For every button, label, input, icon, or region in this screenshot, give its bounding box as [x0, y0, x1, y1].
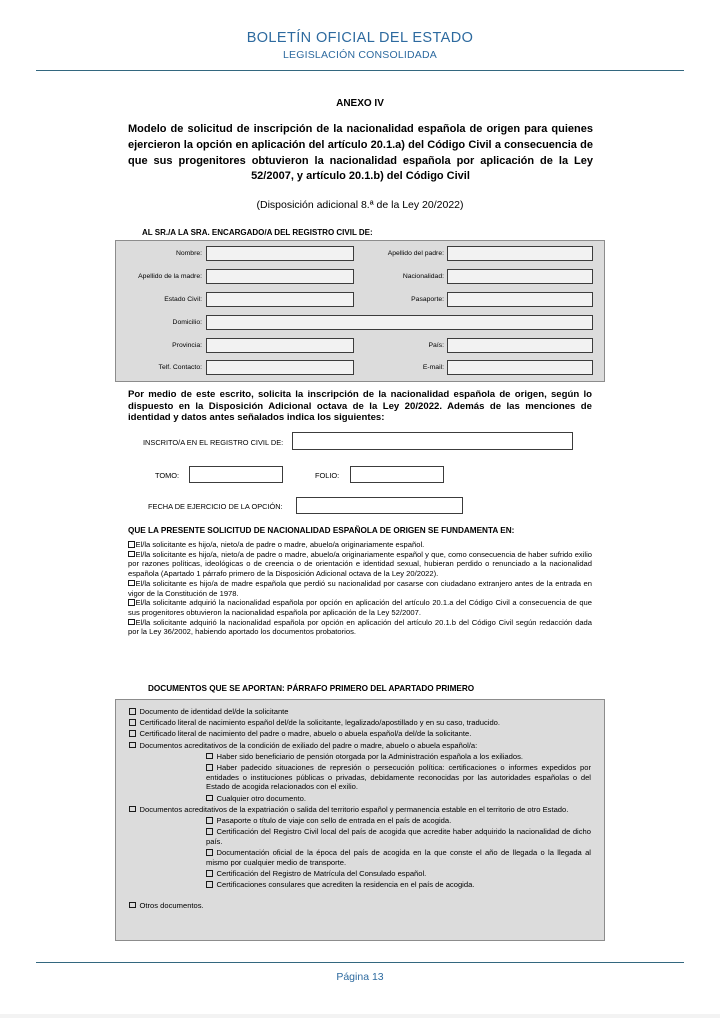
page-number: Página 13 [336, 971, 384, 983]
documento-item [206, 848, 591, 867]
documento-item [129, 707, 591, 717]
folio-input[interactable] [350, 466, 444, 483]
documentos-heading: DOCUMENTOS QUE SE APORTAN: PÁRRAFO PRIMERO DEL APARTADO PRIMERO [148, 684, 475, 693]
checkbox-icon[interactable] [206, 881, 213, 888]
documento-item [129, 805, 591, 815]
fundamento-item [128, 579, 592, 598]
boe-title: BOLETÍN OFICIAL DEL ESTADO [246, 30, 474, 46]
fundamento-item [128, 550, 592, 579]
checkbox-icon[interactable] [128, 551, 135, 558]
checkbox-icon[interactable] [128, 599, 135, 606]
fundamento-item [128, 540, 592, 550]
documento-item [206, 763, 591, 792]
checkbox-icon[interactable] [128, 619, 135, 626]
form-row [116, 338, 604, 355]
checkbox-icon[interactable] [129, 708, 136, 715]
documento-text: Cualquier otro documento. [216, 793, 306, 803]
pais-label: País: [428, 342, 444, 349]
folio-label: FOLIO: [315, 471, 340, 480]
fundamento-item [128, 618, 592, 637]
documento-item [206, 752, 591, 762]
documento-text: Haber sido beneficiario de pensión otorgada por la Administración española a los exiliados. [216, 751, 523, 761]
form-row [116, 246, 604, 263]
documento-item [129, 741, 591, 751]
domicilio-label: Domicilio: [172, 319, 202, 326]
fundamento-text: El/la solicitante es hijo/a, nieto/a de padre o madre, abuelo/a originariamente español y que, como consecuencia de haber sufrido exilio por razones políticas, ideológicas o de creencia o de orientación e identidad sexual, hubieran perdido o renunciado a la nacionalidad española (Apartado 1 párrafo primero de la Disposición Adicional octava de la Ley 20/2022). [128, 549, 592, 579]
email-label: E-mail: [422, 364, 444, 371]
checkbox-icon[interactable] [128, 541, 135, 548]
documento-item [129, 718, 591, 728]
form-row [116, 292, 604, 309]
disposicion-subtitle: (Disposición adicional 8.ª de la Ley 20/2022) [256, 199, 464, 211]
fundamento-text: El/la solicitante es hijo/a, nieto/a de padre o madre, abuelo/a originariamente español. [135, 540, 425, 549]
nacionalidad-label: Nacionalidad: [402, 273, 444, 280]
telefono-label: Telf. Contacto: [158, 364, 202, 371]
inscrito-label: INSCRITO/A EN EL REGISTRO CIVIL DE: [143, 438, 284, 447]
documento-item [206, 880, 591, 890]
documento-item [129, 901, 591, 911]
checkbox-icon[interactable] [206, 795, 213, 802]
fecha-opcion-input[interactable] [296, 497, 463, 514]
domicilio-input[interactable] [206, 315, 593, 330]
checkbox-icon[interactable] [129, 742, 136, 749]
form-row [116, 269, 604, 286]
apellido-madre-input[interactable] [206, 269, 354, 284]
documento-text: Documentos acreditativos de la expatriación o salida del territorio español y permanencia estable en el territorio de otro Estado. [139, 804, 569, 814]
checkbox-icon[interactable] [129, 806, 136, 813]
fundamento-text: El/la solicitante adquirió la nacionalidad española por opción en aplicación del artículo 20.1.b del Código Civil según redacción dada por la Ley 36/2002, habiendo aportado los documentos probatorios. [128, 617, 592, 637]
solicita-paragraph: Por medio de este escrito, solicita la inscripción de la nacionalidad española de origen, según lo dispuesto en la Disposición Adicional octava de la Ley 20/2022. Además de las menciones de identidad y datos antes señalados indica los siguientes: [128, 389, 592, 424]
registro-form-heading: AL SR./A LA SRA. ENCARGADO/A DEL REGISTRO CIVIL DE: [142, 228, 373, 237]
documento-item [206, 816, 591, 826]
documento-text: Certificación del Registro de Matrícula del Consulado español. [216, 869, 427, 879]
nacionalidad-input[interactable] [447, 269, 593, 284]
provincia-input[interactable] [206, 338, 354, 353]
documentos-box [115, 699, 605, 941]
window-bottom-edge [0, 1014, 720, 1018]
nombre-label: Nombre: [175, 250, 202, 257]
page-header [0, 30, 720, 61]
documento-item [206, 794, 591, 804]
checkbox-icon[interactable] [206, 828, 213, 835]
apellido-madre-label: Apellido de la madre: [138, 273, 202, 280]
apellido-padre-label: Apellido del padre: [387, 250, 444, 257]
estado-civil-label: Estado Civil: [164, 296, 202, 303]
documento-text: Haber padecido situaciones de represión o persecución política: certificaciones o informes expedidos por entidades o instituciones públicas o privadas, debidamente reconocidas por las autoridades españolas o del Estado de acogida relacionados con el exilio. [206, 763, 591, 792]
apellido-padre-input[interactable] [447, 246, 593, 261]
documento-text: Certificado literal de nacimiento español del/de la solicitante, legalizado/apostillado y en su caso, traducido. [139, 718, 500, 728]
form-row [116, 360, 604, 377]
inscrito-input[interactable] [292, 432, 573, 450]
pasaporte-label: Pasaporte: [411, 296, 444, 303]
boe-subtitle: LEGISLACIÓN CONSOLIDADA [283, 49, 437, 61]
documento-item [206, 827, 591, 846]
documento-text: Otros documentos. [139, 900, 204, 910]
checkbox-icon[interactable] [206, 764, 213, 771]
tomo-label: TOMO: [155, 471, 180, 480]
checkbox-icon[interactable] [129, 902, 136, 909]
anexo-title: Modelo de solicitud de inscripción de la nacionalidad española de origen para quienes ejercieron la opción en aplicación del artículo 20.1.a) del Código Civil a consecuencia de que sus progenitores obtuvieron la nacionalidad española por aplicación de la Ley 52/2007, y artículo 20.1.b) del Código Civil [128, 123, 593, 183]
checkbox-icon[interactable] [206, 870, 213, 877]
documento-text: Certificaciones consulares que acrediten la residencia en el país de acogida. [216, 880, 475, 890]
form-row [116, 315, 604, 332]
fecha-opcion-label: FECHA DE EJERCICIO DE LA OPCIÓN: [148, 502, 283, 511]
fundamento-item [128, 598, 592, 617]
header-rule [36, 70, 684, 71]
checkbox-icon[interactable] [206, 817, 213, 824]
checkbox-icon[interactable] [129, 719, 136, 726]
documento-text: Documentación oficial de la época del país de acogida en la que conste el año de llegada o la llegada al mismo por cualquier medio de transporte. [206, 848, 591, 867]
documento-text: Pasaporte o título de viaje con sello de entrada en el país de acogida. [216, 816, 452, 826]
checkbox-icon[interactable] [206, 753, 213, 760]
checkbox-icon[interactable] [129, 730, 136, 737]
fundamentos-list [128, 540, 592, 637]
documento-text: Certificación del Registro Civil local del país de acogida que acredite haber adquirido la nacionalidad de dicho país. [206, 827, 591, 846]
footer-rule [36, 962, 684, 963]
pasaporte-input[interactable] [447, 292, 593, 307]
fundamento-text: El/la solicitante es hijo/a de madre española que perdió su nacionalidad por casarse con ciudadano extranjero antes de la entrada en vigor de la Constitución de 1978. [128, 578, 592, 598]
pais-input[interactable] [447, 338, 593, 353]
documento-text: Documentos acreditativos de la condición de exiliado del padre o madre, abuelo o abuela español/a: [139, 740, 478, 750]
documento-item [129, 729, 591, 739]
estado-civil-input[interactable] [206, 292, 354, 307]
registro-form-box [115, 240, 605, 382]
documento-text: Certificado literal de nacimiento del padre o madre, abuelo o abuela español/a del/de la solicitante. [139, 729, 472, 739]
anexo-heading: ANEXO IV [336, 98, 384, 109]
documento-text: Documento de identidad del/de la solicitante [139, 707, 289, 716]
nombre-input[interactable] [206, 246, 354, 261]
checkbox-icon[interactable] [206, 849, 213, 856]
tomo-input[interactable] [189, 466, 283, 483]
email-input[interactable] [447, 360, 593, 375]
fundamentos-heading: QUE LA PRESENTE SOLICITUD DE NACIONALIDAD ESPAÑOLA DE ORIGEN SE FUNDAMENTA EN: [128, 526, 515, 535]
checkbox-icon[interactable] [128, 580, 135, 587]
provincia-label: Provincia: [172, 342, 202, 349]
documento-item [206, 869, 591, 879]
telefono-input[interactable] [206, 360, 354, 375]
fundamento-text: El/la solicitante adquirió la nacionalidad española por opción en aplicación del artículo 20.1.a del Código Civil a consecuencia de que sus progenitores obtuvieron la nacionalidad española por aplicación de la Ley 52/2007. [128, 598, 592, 617]
